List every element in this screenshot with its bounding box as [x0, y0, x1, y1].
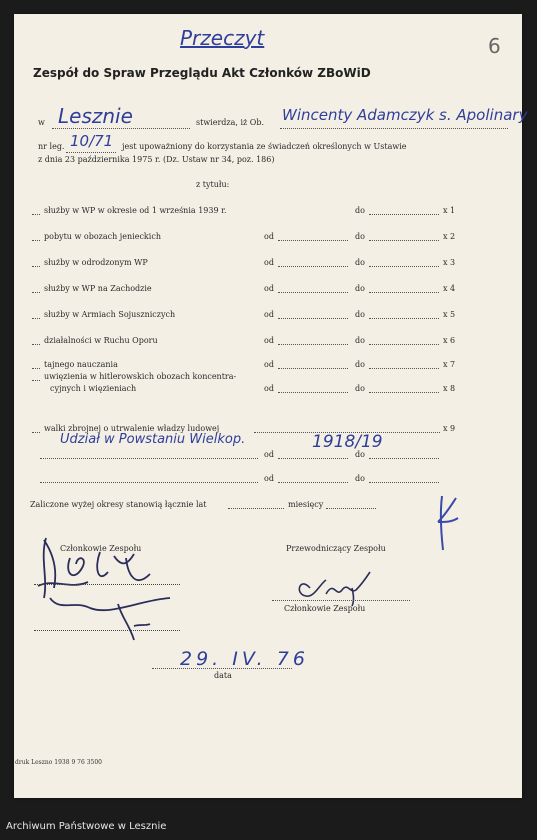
item-do-label: do	[355, 258, 365, 267]
extra-do-2: do	[355, 474, 365, 483]
item-od-label: od	[264, 284, 274, 293]
item-od-label: od	[264, 258, 274, 267]
item-mark: x 2	[443, 232, 456, 241]
intro-nr-leg: nr leg.	[38, 142, 65, 151]
page-number: 6	[488, 34, 501, 58]
extra-od-2: od	[264, 474, 274, 483]
date-handwritten: 29. IV. 76	[180, 648, 309, 670]
item-text: służby w odrodzonym WP	[44, 258, 148, 267]
item-text: uwięzienia w hitlerowskich obozach koncentra-	[44, 372, 237, 381]
item-mark: x 5	[443, 310, 456, 319]
item-text-cont: cyjnych i więzieniach	[50, 384, 137, 393]
handwritten-entry-desc: Udział w Powstaniu Wielkop.	[60, 432, 246, 447]
item-text: tajnego nauczania	[44, 360, 118, 369]
item-mark: x 3	[443, 258, 456, 267]
item-do-label: do	[355, 384, 365, 393]
place-handwritten: Lesznie	[58, 104, 133, 128]
print-info: druk Leszno 1938 9 76 3500	[15, 759, 102, 766]
chairman-signature-icon	[290, 568, 380, 608]
document-title: Zespół do Spraw Przeglądu Akt Członków ZBoWiD	[33, 66, 371, 80]
item-text: służby w WP na Zachodzie	[44, 284, 152, 293]
item-do-label: do	[355, 232, 365, 241]
handwritten-annotation: Przeczyt	[180, 26, 265, 50]
item-mark: x 7	[443, 360, 456, 369]
name-handwritten: Wincenty Adamczyk s. Apolinary	[282, 106, 528, 124]
z-tytulu: z tytułu:	[196, 180, 230, 189]
summary-months: miesięcy	[288, 500, 324, 509]
item-mark: x 8	[443, 384, 456, 393]
archive-name: Archiwum Państwowe w Lesznie	[6, 821, 167, 832]
item-od-label: od	[264, 336, 274, 345]
handwritten-entry-years: 1918/19	[312, 432, 383, 452]
item-text: służby w WP w okresie od 1 września 1939 r.	[44, 206, 227, 215]
extra-do-1: do	[355, 450, 365, 459]
item-od-label: od	[264, 310, 274, 319]
intro-line2: jest upoważniony do korzystania ze świadczeń określonych w Ustawie	[122, 142, 407, 151]
item-text: walki zbrojnej o utrwalenie władzy ludowej	[44, 424, 220, 433]
item-text: służby w Armiach Sojuszniczych	[44, 310, 176, 319]
intro-stwierdza: stwierdza, iż Ob.	[196, 118, 265, 127]
item-text: pobytu w obozach jenieckich	[44, 232, 161, 241]
item-mark: x 1	[443, 206, 456, 215]
chairman-label: Przewodniczący Zespołu	[286, 544, 386, 553]
item-od-label: od	[264, 360, 274, 369]
item-do-label: do	[355, 206, 365, 215]
item-od-label: od	[264, 232, 274, 241]
item-od-label: od	[264, 384, 274, 393]
leg-handwritten: 10/71	[70, 132, 114, 150]
check-mark-icon	[432, 492, 462, 554]
item-mark: x 4	[443, 284, 456, 293]
archive-footer	[0, 816, 537, 840]
members-label: Członkowie Zespołu	[60, 544, 142, 553]
item-do-label: do	[355, 284, 365, 293]
intro-w: w	[38, 118, 45, 127]
member2-label: Członkowie Zespołu	[284, 604, 366, 613]
item-mark: x 6	[443, 336, 456, 345]
date-label: data	[214, 671, 232, 680]
item-mark: x 9	[443, 424, 456, 433]
item-text: działalności w Ruchu Oporu	[44, 336, 158, 345]
item-do-label: do	[355, 310, 365, 319]
item-do-label: do	[355, 360, 365, 369]
extra-od-1: od	[264, 450, 274, 459]
summary-text: Zaliczone wyżej okresy stanowią łącznie lat	[30, 500, 207, 509]
intro-line3: z dnia 23 października 1975 r. (Dz. Ustaw nr 34, poz. 186)	[38, 155, 275, 164]
item-do-label: do	[355, 336, 365, 345]
